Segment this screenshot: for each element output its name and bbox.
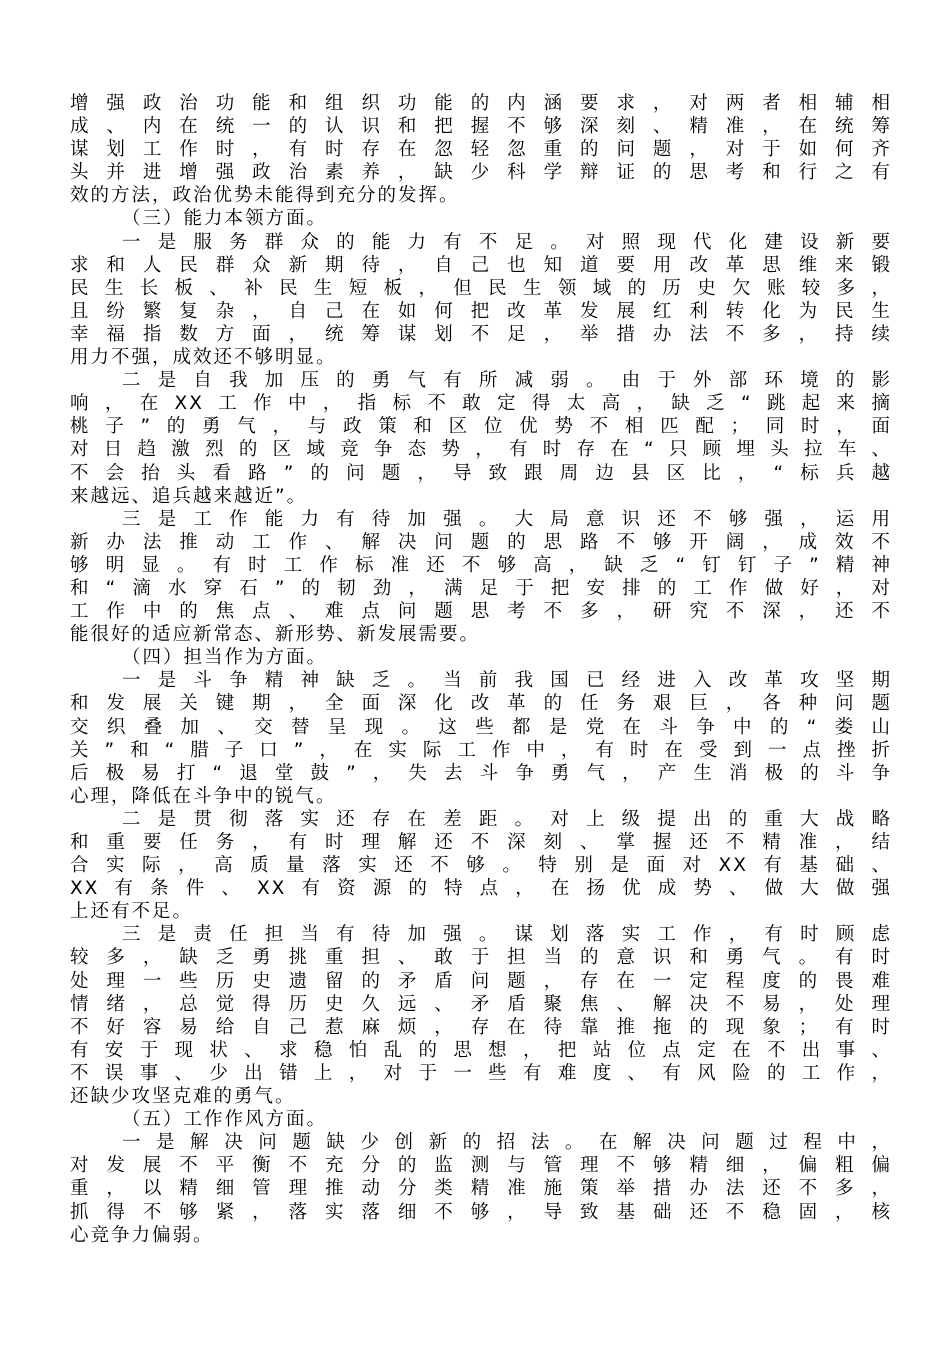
text-line: 较多，缺乏勇挑重担、敢于担当的意识和勇气。有时 — [70, 947, 892, 969]
text-line: 心理，降低在斗争中的锐气。 — [70, 785, 337, 807]
text-line: 一是解决问题缺少创新的招法。在解决问题过程中， — [122, 1132, 892, 1154]
text-line: 幸福指数方面，统筹谋划不足，举措办法不多，持续 — [70, 323, 892, 345]
text-line: 二是贯彻落实还存在差距。对上级提出的重大战略 — [122, 808, 892, 830]
text-line: 情绪，总觉得历史久远、矛盾聚焦、解决不易，处理 — [70, 993, 892, 1015]
text-line: 够明显。有时工作标准还不够高，缺乏“钉钉子”精神 — [70, 554, 892, 576]
text-line: 求和人民群众新期待，自己也知道要用改革思维来锻 — [70, 254, 892, 276]
text-line: 三是责任担当有待加强。谋划落实工作，有时顾虑 — [122, 924, 892, 946]
text-line: 处理一些历史遗留的矛盾问题，存在一定程度的畏难 — [70, 970, 892, 992]
text-line: 且纷繁复杂，自己在如何把改革发展红利转化为民生 — [70, 300, 892, 322]
text-line: 上还有不足。 — [70, 901, 194, 923]
text-line: 增强政治功能和组织功能的内涵要求，对两者相辅相 — [70, 93, 892, 114]
text-line: 关”和“腊子口”，在实际工作中，有时在受到一点挫折 — [70, 739, 892, 761]
text-line: 头并进增强政治素养，缺少科学辩证的思考和行之有 — [70, 162, 892, 184]
text-line: XX有条件、XX有资源的特点，在扬优成势、做大做强 — [70, 878, 892, 900]
text-line: 交织叠加、交替呈现。这些都是党在斗争中的“娄山 — [70, 716, 892, 738]
document-page — [70, 92, 892, 1247]
text-line: 三是工作能力有待加强。大局意识还不够强，运用 — [122, 508, 892, 530]
text-line: 来越远、追兵越来越近”。 — [70, 485, 308, 507]
text-line: 不误事、少出错上，对于一些有难度、有风险的工作， — [70, 1062, 892, 1084]
text-line: 后极易打“退堂鼓”，失去斗争勇气，产生消极的斗争 — [70, 762, 892, 784]
text-line: 一是斗争精神缺乏。当前我国已经进入改革攻坚期 — [122, 670, 892, 692]
text-line: 和发展关键期，全面深化改革的任务艰巨，各种问题 — [70, 693, 892, 715]
text-line: 心竞争力偏弱。 — [70, 1224, 214, 1246]
text-line: 效的方法，政治优势未能得到充分的发挥。 — [70, 185, 460, 207]
text-line: 不好容易给自己惹麻烦，存在待靠推拖的现象；有时 — [70, 1016, 892, 1038]
text-line: 还缺少攻坚克难的勇气。 — [70, 1086, 296, 1108]
text-line: 工作中的焦点、难点问题思考不多，研究不深，还不 — [70, 601, 892, 623]
text-line: 谋划工作时，有时存在忽轻忽重的问题，对于如何齐 — [70, 139, 892, 161]
text-line: 成、内在统一的认识和把握不够深刻、精准，在统筹 — [70, 116, 892, 138]
text-line: （三）能力本领方面。 — [122, 208, 328, 230]
text-line: 桃子”的勇气，与政策和区位优势不相匹配；同时，面 — [70, 416, 892, 438]
text-line: 一是服务群众的能力有不足。对照现代化建设新要 — [122, 231, 892, 253]
text-line: （四）担当作为方面。 — [122, 647, 328, 669]
text-line: 对日趋激烈的区域竞争态势，有时存在“只顾埋头拉车、 — [70, 439, 892, 461]
text-line: 和“滴水穿石”的韧劲，满足于把安排的工作做好，对 — [70, 577, 892, 599]
text-line: 有安于现状、求稳怕乱的思想，把站位点定在不出事、 — [70, 1039, 892, 1061]
text-line: 民生长板、补民生短板，但民生领域的历史欠账较多， — [70, 277, 892, 299]
text-line: 抓得不够紧，落实落细不够，导致基础还不稳固，核 — [70, 1201, 892, 1223]
text-line: 二是自我加压的勇气有所减弱。由于外部环境的影 — [122, 370, 892, 392]
text-line: 和重要任务，有时理解还不深刻、掌握还不精准，结 — [70, 832, 892, 853]
text-line: 能很好的适应新常态、新形势、新发展需要。 — [70, 624, 481, 646]
text-line: 重，以精细管理推动分类精准施策举措办法还不多， — [70, 1178, 892, 1200]
text-line: 不会抬头看路”的问题，导致跟周边县区比，“标兵越 — [70, 462, 892, 484]
text-line: 用力不强，成效还不够明显。 — [70, 347, 337, 369]
text-line: 合实际，高质量落实还不够。特别是面对XX有基础、 — [70, 855, 892, 877]
text-line: 新办法推动工作、解决问题的思路不够开阔，成效不 — [70, 531, 892, 553]
text-line: （五）工作作风方面。 — [122, 1109, 328, 1131]
text-line: 响，在XX工作中，指标不敢定得太高，缺乏“跳起来摘 — [70, 393, 892, 415]
text-line: 对发展不平衡不充分的监测与管理不够精细，偏粗偏 — [70, 1155, 892, 1177]
